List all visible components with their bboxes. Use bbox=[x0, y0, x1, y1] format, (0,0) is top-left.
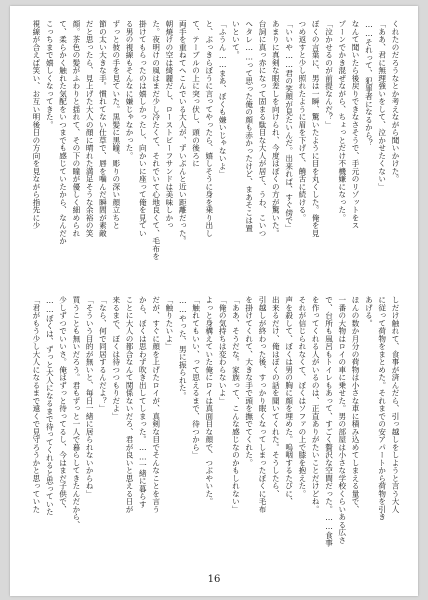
text-line: から、ぼくは思わず吹き出してしまった。……一緒に暮らす bbox=[138, 296, 148, 509]
text-line: なんて聞いたら後戻りできなさそうで、手元のリゾットをス bbox=[351, 20, 361, 230]
text-line: 朝焼けの空は綺麗だし、ローストビーフサンドは美味しかっ bbox=[164, 20, 174, 230]
text-line: 掛けてもらったのは嬉しかったし、向かいに座って俺を見てい bbox=[138, 20, 148, 237]
text-line: に従って荷物をまとめた。それまでの安アパートから荷物を引き bbox=[377, 296, 387, 521]
text-line: 「ああ、君に無理強いをして、泣かせたくない」 bbox=[377, 20, 387, 191]
text-line: あげる。 bbox=[364, 296, 374, 327]
text-line: 「俺の気持ちは変わらないよ」 bbox=[218, 296, 228, 405]
text-line: よっと身構えていた俺にロイは真面目な顔で、つぶやいた。 bbox=[204, 296, 214, 506]
text-line: ぼくの言葉に、男は一瞬、驚いたように目を丸くした。俺を見 bbox=[311, 20, 321, 237]
text-line: と、ぶっきらぼうに言ってやったら、嬉しそうに身を乗り出し bbox=[204, 20, 214, 237]
text-line: を作ってくれる人がいるのは、正直ありがたいことだけどね。 bbox=[311, 296, 321, 513]
text-line: 節の太い大きな手。慣れてない仕草で、唇を噛んだ瞬間が素敵 bbox=[98, 20, 108, 237]
text-line: あまりに真剣な眼差しを向けられ、今度はぼくの方が驚いた。 bbox=[271, 20, 281, 237]
text-line: だが、すぐに顔を上げたロイが、真剣な目でそんなことを言う bbox=[151, 296, 161, 513]
text-line: て、テーブルの上に突っ伏し、頭の後ろに bbox=[191, 20, 201, 168]
text-line: 「触りたいよ」 bbox=[164, 296, 174, 351]
text-line: 顔。茶色の髪がふわりと揺れて、その下の瞳が優しく細められ bbox=[71, 20, 81, 237]
text-line: 「いいや……君の笑顔が見たいんだ。出来れば、すぐ傍で」 bbox=[284, 20, 294, 233]
text-line: 少しずつでいいさ。俺はずっと待ってるし、今はまだ子供で、 bbox=[58, 296, 68, 513]
text-line: 来るまで、ぼくは待つつもりだよ」 bbox=[111, 296, 121, 420]
page-number: 16 bbox=[207, 574, 221, 585]
text-line: くれたのだろうなとか考えながら聞いかけた。 bbox=[391, 20, 400, 183]
text-line: こっちまで嬉しくなってきた。 bbox=[45, 20, 55, 129]
text-line: て、柔らかく触れた気配をいつまでも感じていたから、なんだか bbox=[58, 20, 68, 245]
text-line: 出来るだけ、俺はぼくの話を聞いてくれた。そうしたら、 bbox=[271, 296, 281, 498]
text-line: ほんの数か月分の荷物は小さな車に積み込めてしまえる量で、 bbox=[351, 296, 361, 513]
text-line: る男の視線もそんなに嫌じゃなかった。 bbox=[125, 20, 135, 160]
text-line: で、台所も風呂もトイレもあって、すごく贅沢な空間だった。……食事 bbox=[324, 296, 334, 547]
text-line: 「なら、何で同居するんだよ？」 bbox=[98, 296, 108, 413]
text-line: 「そういう目的が無いと、毎日一緒に居られないからね」 bbox=[85, 296, 95, 498]
text-line: 視線が合えば笑い、お互い明後日の方向を見ながら指先に少 bbox=[32, 20, 41, 230]
text-line: しだけ触れて、食事が済んだら、引っ越しをしようと言う大人 bbox=[391, 296, 400, 513]
text-line: を掛けてくれて、大きな手で頭を撫でてくれた。 bbox=[244, 296, 254, 467]
text-line: 「触れてもいい、って思えるまで、待つから」 bbox=[191, 296, 201, 459]
text-line: ……それって、犯罪者になるから？ bbox=[364, 20, 374, 147]
text-line: ……やった、男に振られた。 bbox=[178, 296, 188, 400]
text-line: ずっと彼の手を見ていた。黒髪に黒瞳、彫りの深い顔立ちと bbox=[111, 20, 121, 230]
text-line: 「君がもう少し大人になるまで遠くで見守ろうかと思っていた bbox=[32, 296, 41, 513]
text-line: 両手を重ねてへこんでいる大人が、ずいぶんと近い距離だった。 bbox=[178, 20, 188, 245]
text-line: それが信じられなくて、ぼくはソファの上で膝を抱えた。 bbox=[297, 296, 307, 498]
text-line: 「ふうん……まあ、ぼくも嫌いじゃないよ」 bbox=[218, 20, 228, 178]
text-line: へタレ……って思った俺の顔も赤かったけど、まあそこは置 bbox=[244, 20, 254, 233]
text-line: だと思ったら、見上げた大人の顔に晴れた満足そうな余裕の笑 bbox=[85, 20, 95, 237]
text-line: 買うことも無いだろう。君もずっと一人で暮らしてきたんだから、 bbox=[71, 296, 81, 529]
text-line: ……ぼくは、ずっと大人になるまで待ってくれると思っていた bbox=[45, 296, 55, 516]
text-line: 声を殺して、ぼくは男の胸に顔を埋めた。嗚咽するたびに、 bbox=[284, 296, 294, 506]
text-line: 「泣かせるのが前提なんだ？」 bbox=[324, 20, 334, 129]
book-page bbox=[10, 6, 418, 596]
text-line: 台詞に真っ赤になって固まる駄目な大人が居て、うわ、こいつ bbox=[258, 20, 268, 237]
text-line: 「ああ、そうだな。家族って、こんな感じなのかもしれない」 bbox=[231, 296, 241, 513]
text-column-top bbox=[32, 20, 402, 278]
text-line: 引越しが終わった後、すっかり眠くなってしまったぼくに毛布 bbox=[258, 296, 268, 513]
text-line: 一番の大物はロイの車に乗せた。男の部屋は小さな学校くらいある広さ bbox=[337, 296, 347, 544]
text-line: た。夜明けの風はまだ少し冷たくて、それでいて心地良くて、毛布を bbox=[151, 20, 161, 261]
text-column-bottom bbox=[32, 296, 402, 554]
text-line: ことに大人の都合なんて関係ないだろ、君が良いと思える日が bbox=[125, 296, 135, 513]
text-line: いといて。 bbox=[231, 20, 241, 59]
text-line: つめ返すと少し照れたように眉を下げて、饒舌に続ける。 bbox=[297, 20, 307, 222]
text-line: プーンでかき混ぜながら、ちょっとだけ不機嫌になった。 bbox=[337, 20, 347, 222]
